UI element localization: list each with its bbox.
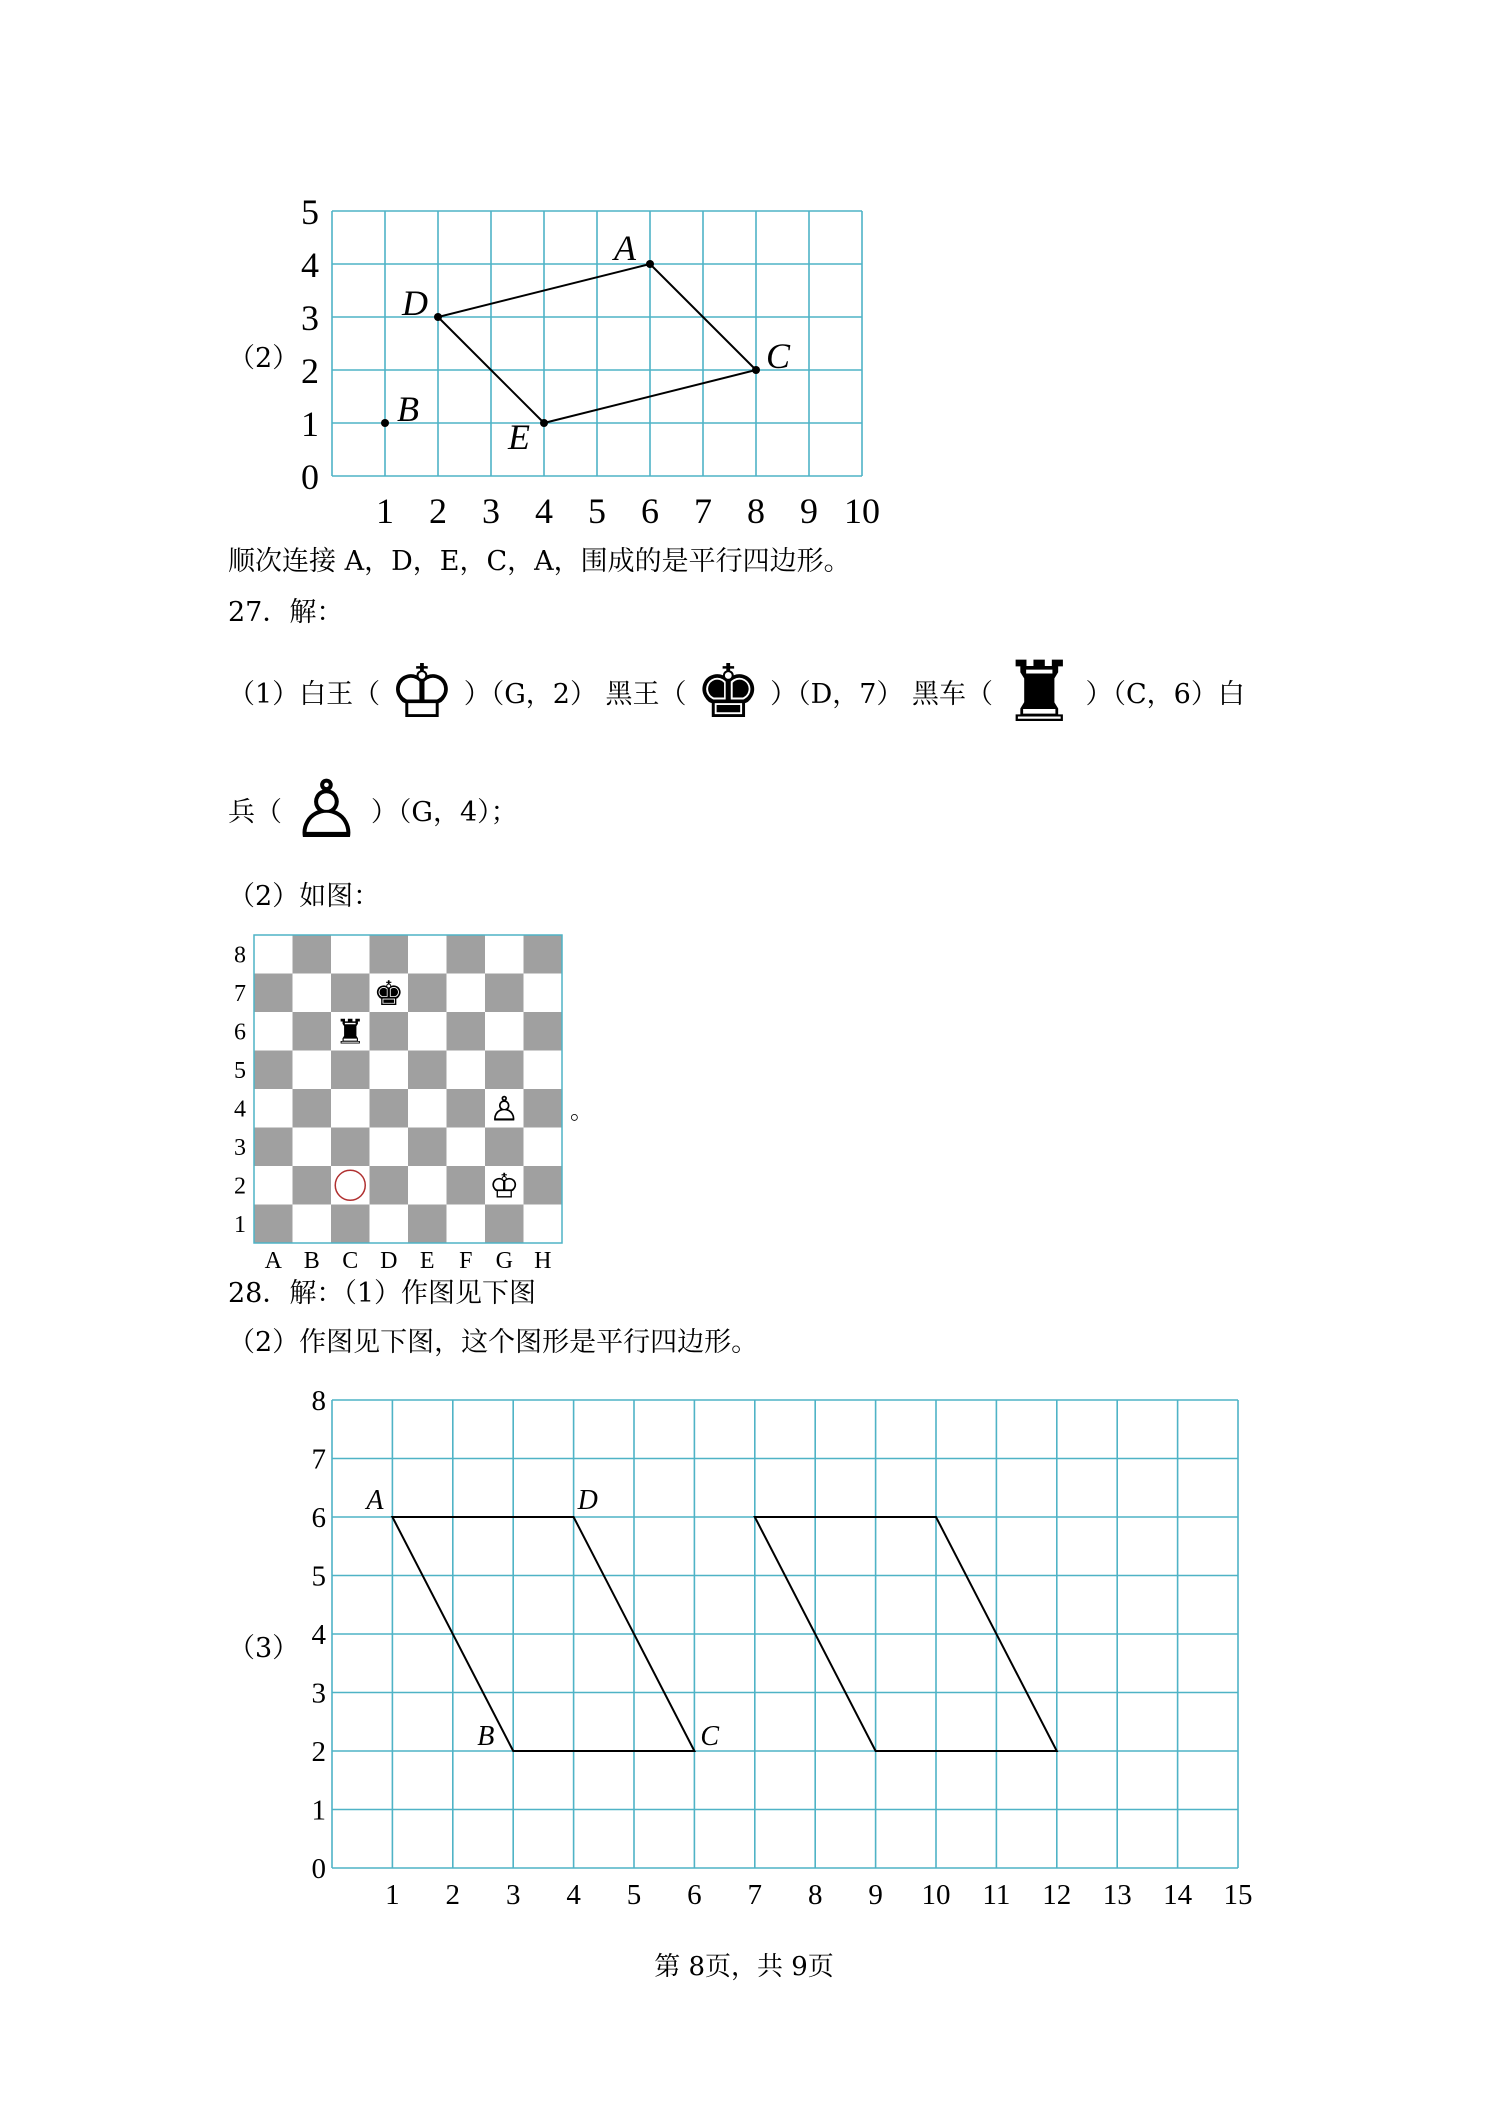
x-tick-label: 10 — [921, 1879, 951, 1911]
q28-heading: 28．解：（1）作图见下图 — [228, 1278, 537, 1309]
rank-label: 4 — [234, 1096, 246, 1123]
x-tick-label: 7 — [747, 1879, 763, 1911]
point-label-C: C — [766, 336, 791, 376]
q28-part-label: （3） — [228, 1633, 300, 1664]
x-tick-label: 6 — [687, 1879, 702, 1911]
q27-line2-part2: ）（G，4）； — [370, 797, 518, 828]
q27-part2: （2）如图： — [228, 881, 381, 912]
q26-part-label: （2） — [228, 343, 300, 374]
file-label: G — [495, 1248, 513, 1274]
x-tick-label: 1 — [376, 491, 394, 531]
rank-label: 8 — [234, 942, 246, 969]
y-tick-label: 3 — [311, 1677, 326, 1710]
y-tick-label: 8 — [311, 1385, 326, 1417]
vertex-label-B: B — [477, 1721, 495, 1752]
x-tick-label: 11 — [982, 1879, 1011, 1911]
rank-label: 5 — [234, 1057, 246, 1084]
y-tick-label: 1 — [301, 404, 319, 444]
x-tick-label: 9 — [868, 1879, 883, 1911]
rank-label: 6 — [234, 1019, 246, 1046]
file-label: E — [419, 1248, 435, 1274]
file-label: D — [380, 1248, 398, 1274]
x-tick-label: 8 — [747, 491, 765, 531]
black-rook-icon: ♜ — [1001, 643, 1077, 741]
y-tick-label: 4 — [311, 1619, 326, 1651]
q27-line1-part2: ）（G，2） 黑王（ — [463, 679, 687, 710]
y-tick-label: 5 — [311, 1560, 326, 1593]
black-king-icon: ♚ — [695, 649, 762, 735]
chess-piece: ♜ — [335, 1012, 366, 1053]
y-tick-label: 2 — [301, 351, 319, 391]
x-tick-label: 8 — [807, 1879, 823, 1911]
chess-piece: ♚ — [373, 973, 404, 1014]
x-tick-label: 1 — [385, 1879, 400, 1911]
y-tick-label: 0 — [311, 1853, 326, 1885]
x-tick-label: 6 — [641, 491, 659, 531]
y-tick-label: 0 — [301, 457, 319, 497]
q27-line1-part4: ）（C，6）白 — [1085, 679, 1245, 710]
page-footer: 第 8页，共 9页 — [654, 1952, 834, 1982]
q27-line1-part3: ）（D，7） 黑车（ — [770, 679, 994, 710]
vertex-label-C: C — [700, 1721, 720, 1752]
x-tick-label: 15 — [1223, 1879, 1253, 1911]
q28-part2: （2）作图见下图，这个图形是平行四边形。 — [228, 1327, 759, 1358]
x-tick-label: 14 — [1163, 1879, 1193, 1911]
x-tick-label: 5 — [626, 1879, 642, 1911]
x-tick-label: 2 — [429, 491, 447, 531]
q27-line2-part1: 兵（ — [228, 797, 282, 828]
x-tick-label: 3 — [482, 491, 500, 531]
x-tick-label: 10 — [844, 491, 880, 531]
q27-heading: 27．解： — [228, 597, 344, 628]
file-label: C — [342, 1248, 359, 1274]
x-tick-label: 2 — [445, 1879, 461, 1911]
q27-line1-part1: （1）白王（ — [228, 679, 381, 710]
y-tick-label: 7 — [311, 1443, 326, 1476]
y-tick-label: 1 — [311, 1794, 326, 1827]
vertex-label-A: A — [366, 1485, 384, 1516]
x-tick-label: 13 — [1102, 1879, 1132, 1911]
x-tick-label: 3 — [505, 1879, 521, 1911]
rank-label: 1 — [234, 1211, 246, 1238]
x-tick-label: 12 — [1042, 1879, 1072, 1911]
file-label: F — [459, 1248, 473, 1274]
vertex-label-D: D — [577, 1485, 598, 1516]
file-label: B — [303, 1248, 320, 1274]
rank-label: 3 — [234, 1134, 246, 1161]
y-tick-label: 6 — [311, 1502, 326, 1534]
file-label: A — [264, 1248, 282, 1274]
x-tick-label: 9 — [800, 491, 818, 531]
point-label-B: B — [397, 389, 419, 429]
point-label-A: A — [614, 228, 636, 268]
rank-label: 2 — [234, 1173, 246, 1200]
white-king-icon: ♔ — [388, 649, 456, 735]
white-pawn-icon: ♙ — [290, 763, 363, 856]
file-label: H — [534, 1248, 552, 1274]
x-tick-label: 4 — [566, 1879, 581, 1911]
point-label-D: D — [402, 283, 428, 323]
chess-piece: ♙ — [489, 1089, 520, 1130]
chess-piece: ♔ — [489, 1166, 520, 1207]
x-tick-label: 7 — [694, 491, 712, 531]
trailing-mark: 。 — [570, 1098, 594, 1125]
y-tick-label: 3 — [301, 298, 319, 338]
y-tick-label: 2 — [311, 1736, 326, 1768]
q26-conclusion: 顺次连接 A，D，E，C，A，围成的是平行四边形。 — [228, 546, 851, 577]
y-tick-label: 5 — [301, 192, 319, 232]
y-tick-label: 4 — [301, 245, 319, 285]
point-label-E: E — [508, 417, 530, 457]
rank-label: 7 — [234, 980, 246, 1007]
x-tick-label: 5 — [588, 491, 606, 531]
x-tick-label: 4 — [535, 491, 553, 531]
